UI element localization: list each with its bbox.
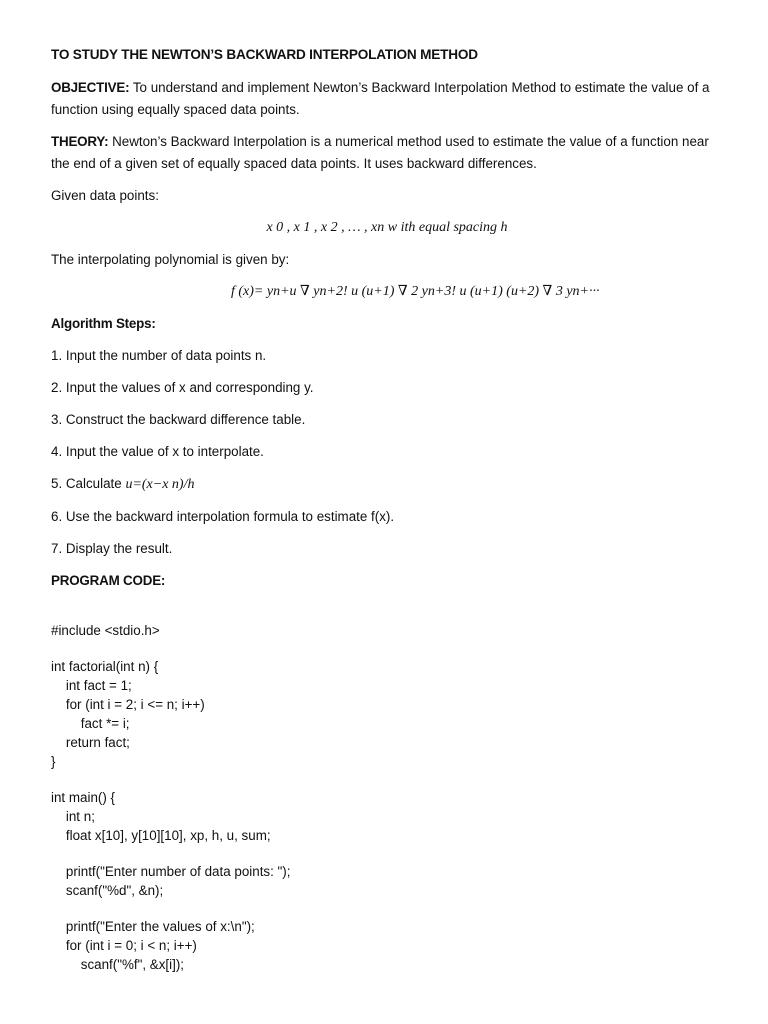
code-line: scanf("%f", &x[i]); [51,957,185,972]
objective-text: To understand and implement Newton’s Backward Interpolation Method to estimate the value of a function using equally spaced data points. [51,80,710,117]
code-line: printf("Enter the values of x:\n"); [51,919,255,934]
code-line: #include <stdio.h> [51,623,160,638]
code-line: fact *= i; [51,716,130,731]
algorithm-step: 7. Display the result. [51,541,173,556]
polynomial-formula: f (x)= yn+u ∇ yn+2! u (u+1) ∇ 2 yn+3! u (u+1) (u+2) ∇ 3 yn+··· [231,284,600,299]
given-data-formula: x 0 , x 1 , x 2 , … , xn w ith equal spacing h [266,220,508,235]
algorithm-step: 6. Use the backward interpolation formula to estimate f(x). [51,509,395,524]
code-line: for (int i = 2; i <= n; i++) [51,697,205,712]
algorithm-step: 2. Input the values of x and corresponding y. [51,380,314,395]
polynomial-label: The interpolating polynomial is given by: [51,252,290,267]
step5-formula: u=(x−x n)/h [125,477,195,492]
objective-paragraph [51,77,723,121]
code-line: int main() { [51,790,115,805]
algorithm-step: 1. Input the number of data points n. [51,348,267,363]
theory-paragraph [51,131,723,175]
theory-text: Newton’s Backward Interpolation is a numerical method used to estimate the value of a function near the end of a given set of equally spaced data points. It uses backward differences. [51,134,709,171]
code-line: int factorial(int n) { [51,659,159,674]
code-line: for (int i = 0; i < n; i++) [51,938,197,953]
program-heading: PROGRAM CODE: [51,573,166,588]
code-line: return fact; [51,735,130,750]
algorithm-step: 3. Construct the backward difference table. [51,412,306,427]
document-title: TO STUDY THE NEWTON’S BACKWARD INTERPOLATION METHOD [51,47,478,62]
code-line: int n; [51,809,95,824]
algorithm-heading: Algorithm Steps: [51,316,156,331]
code-line: } [51,754,56,769]
algorithm-step-text: 5. Calculate [51,476,126,491]
code-line: printf("Enter number of data points: "); [51,864,291,879]
code-listing [51,602,723,1012]
given-data-label: Given data points: [51,188,159,203]
algorithm-step-5 [51,473,723,496]
code-line: float x[10], y[10][10], xp, h, u, sum; [51,828,271,843]
objective-label: OBJECTIVE: [51,80,130,95]
code-line: scanf("%d", &n); [51,883,164,898]
algorithm-step: 4. Input the value of x to interpolate. [51,444,264,459]
code-line: int fact = 1; [51,678,132,693]
document-page [51,44,723,1012]
theory-label: THEORY: [51,134,109,149]
